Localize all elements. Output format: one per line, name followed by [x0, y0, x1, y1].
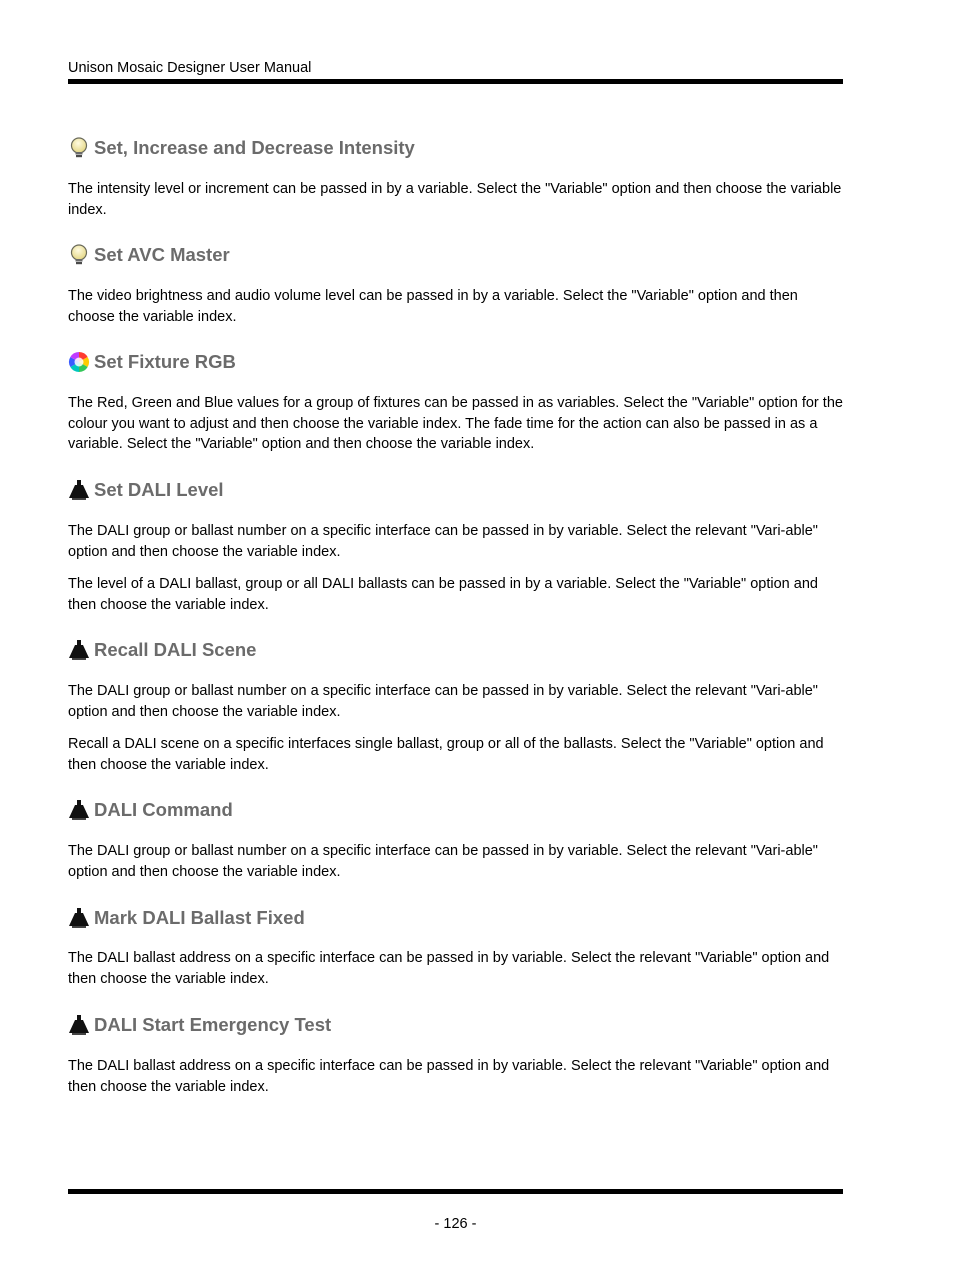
section-title-text: Set AVC Master	[94, 244, 230, 265]
paragraph: The DALI group or ballast number on a specific interface can be passed in by variable. Select the relevant "Vari-able" option and then choose the variable index.	[68, 683, 818, 720]
section-title-set-fixture-rgb	[68, 350, 236, 374]
paragraph: The DALI ballast address on a specific interface can be passed in by variable. Select the relevant "Variable" option and then choose the variable index.	[68, 950, 830, 987]
section-title-dali-command	[68, 798, 233, 822]
section-title-text: Set Fixture RGB	[94, 351, 236, 372]
section-title-text: Set, Increase and Decrease Intensity	[94, 137, 415, 158]
paragraph: The DALI group or ballast number on a specific interface can be passed in by variable. Select the relevant "Vari-able" option and then choose the variable index.	[68, 523, 818, 560]
section-title-text: Set DALI Level	[94, 479, 224, 500]
dali-lamp-icon	[68, 799, 90, 821]
header-rule	[68, 79, 843, 84]
lightbulb-icon	[68, 244, 90, 266]
section-title-mark-dali-ballast-fixed	[68, 906, 305, 930]
paragraph: Recall a DALI scene on a specific interfaces single ballast, group or all of the ballasts. Select the "Variable" option and then choose the variable index.	[68, 736, 824, 773]
section-title-recall-dali-scene	[68, 638, 256, 662]
paragraph: The level of a DALI ballast, group or all DALI ballasts can be passed in by a variable. Select the "Variable" option and then choose the variable index.	[68, 576, 818, 613]
section-title-set-avc-master	[68, 243, 230, 267]
dali-lamp-icon	[68, 639, 90, 661]
paragraph: The DALI group or ballast number on a specific interface can be passed in by variable. Select the relevant "Vari-able" option and then choose the variable index.	[68, 843, 818, 880]
color-wheel-icon	[68, 351, 90, 373]
paragraph: The video brightness and audio volume level can be passed in by a variable. Select the "Variable" option and then choose the variable index.	[68, 288, 798, 325]
paragraph: The intensity level or increment can be passed in by a variable. Select the "Variable" option and then choose the variable index.	[68, 181, 842, 218]
section-title-text: DALI Command	[94, 799, 233, 820]
section-title-set-dali-level	[68, 478, 224, 502]
page-number: - 126 -	[434, 1216, 477, 1232]
footer-rule	[68, 1189, 843, 1194]
section-title-set-intensity	[68, 136, 415, 160]
section-title-text: DALI Start Emergency Test	[94, 1014, 332, 1035]
section-title-dali-start-emergency-test	[68, 1013, 331, 1037]
paragraph: The DALI ballast address on a specific interface can be passed in by variable. Select the relevant "Variable" option and then choose the variable index.	[68, 1058, 830, 1095]
dali-lamp-icon	[68, 1014, 90, 1036]
section-title-text: Recall DALI Scene	[94, 639, 257, 660]
lightbulb-icon	[68, 137, 90, 159]
manual-title: Unison Mosaic Designer User Manual	[68, 60, 312, 76]
paragraph: The Red, Green and Blue values for a group of fixtures can be passed in as variables. Select the "Variable" option for the colour you want to adjust and then choose the variable index. The fade time for the action can also be passed in as a variable. Select the "Variable" option and then choose the variable index.	[68, 395, 843, 452]
section-title-text: Mark DALI Ballast Fixed	[94, 907, 305, 928]
dali-lamp-icon	[68, 479, 90, 501]
dali-lamp-icon	[68, 907, 90, 929]
